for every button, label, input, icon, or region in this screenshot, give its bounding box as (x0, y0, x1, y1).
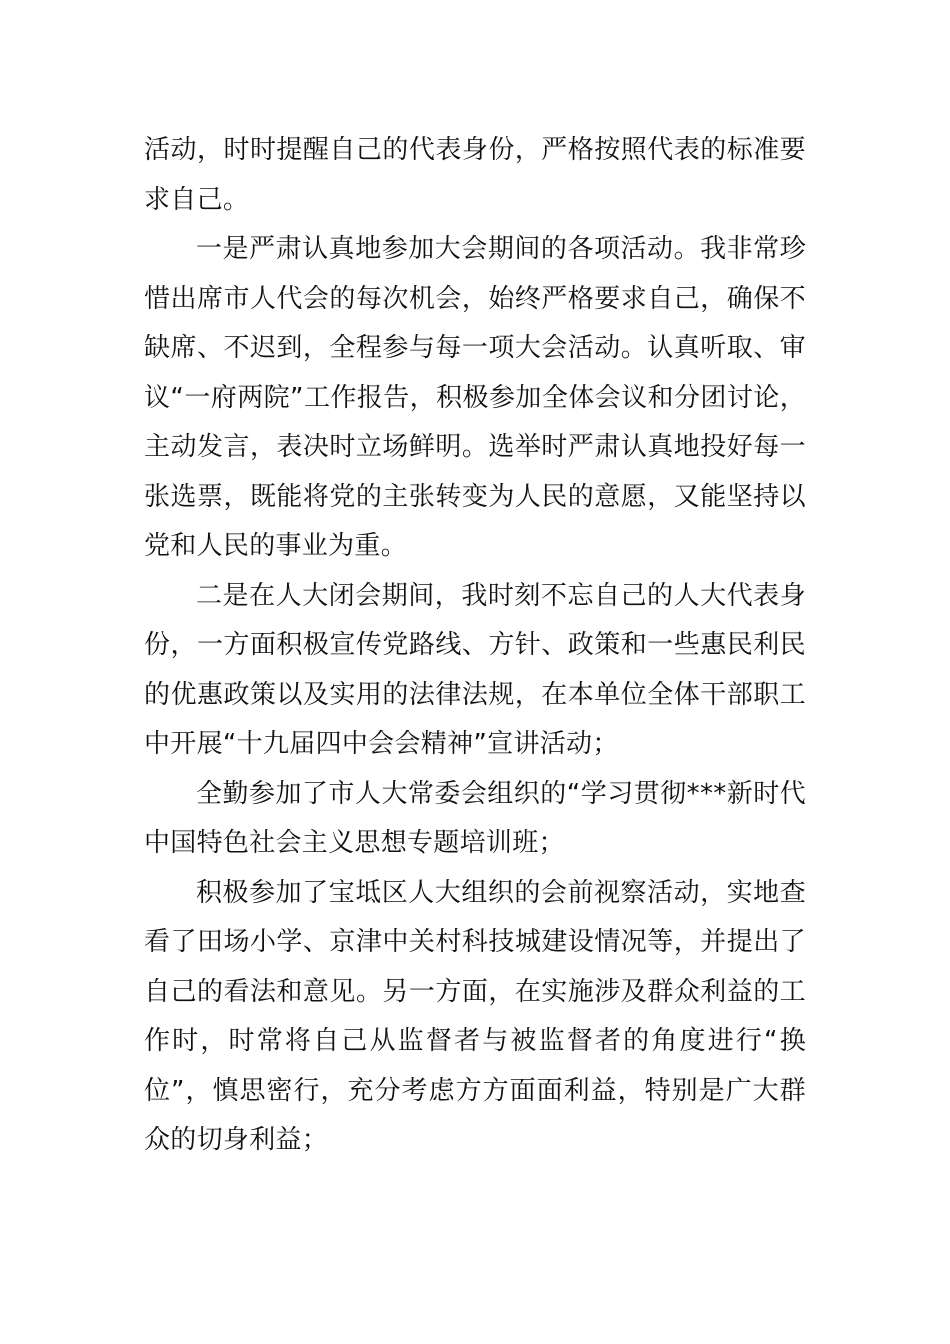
paragraph-3: 二是在人大闭会期间，我时刻不忘自己的人大代表身份，一方面积极宣传党路线、方针、政策和一些惠民利民的优惠政策以及实用的法律法规，在本单位全体干部职工中开展“十九届四中会会精神”宣讲活动； (144, 580, 806, 759)
paragraph-1: 活动，时时提醒自己的代表身份，严格按照代表的标准要求自己。 (144, 135, 806, 215)
paragraph-2: 一是严肃认真地参加大会期间的各项活动。我非常珍惜出席市人代会的每次机会，始终严格要求自己，确保不缺席、不迟到，全程参与每一项大会活动。认真听取、审议“一府两院”工作报告，积极参加全体会议和分团讨论，主动发言，表决时立场鲜明。选举时严肃认真地投好每一张选票，既能将党的主张转变为人民的意愿，又能坚持以党和人民的事业为重。 (144, 234, 806, 561)
paragraph-4: 全勤参加了市人大常委会组织的“学习贯彻***新时代中国特色社会主义思想专题培训班； (144, 778, 806, 858)
paragraph-5: 积极参加了宝坻区人大组织的会前视察活动，实地查看了田场小学、京津中关村科技城建设情况等，并提出了自己的看法和意见。另一方面，在实施涉及群众利益的工作时，时常将自己从监督者与被监督者的角度进行“换位”，慎思密行，充分考虑方方面面利益，特别是广大群众的切身利益； (144, 877, 806, 1155)
document-body (144, 126, 806, 1166)
